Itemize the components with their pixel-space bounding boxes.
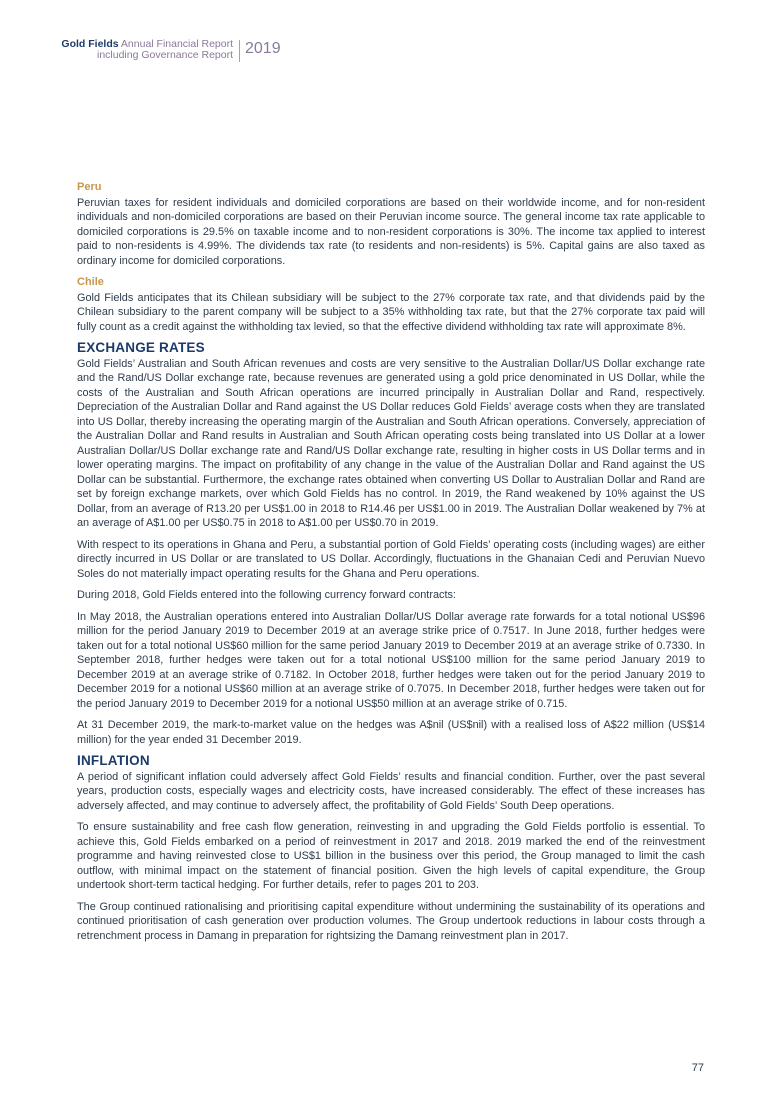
- page-content: [77, 180, 705, 950]
- chile-heading: Chile: [77, 276, 104, 288]
- exchange-rates-heading: EXCHANGE RATES: [77, 340, 205, 355]
- inflation-paragraph-1: A period of significant inflation could adversely affect Gold Fields’ results and financial condition. Further, over the past several years, production costs, especially wages and electricity costs, have increased considerably. The effect of these increases has adversely affected, and may continue to adversely affect, the profitability of Gold Fields’ South Deep operations.: [77, 770, 705, 812]
- report-title: [61, 39, 233, 61]
- inflation-paragraph-2: To ensure sustainability and free cash flow generation, reinvesting in and upgrading the Gold Fields portfolio is essential. To achieve this, Gold Fields embarked on a period of reinvestment in 2017 and 2018. 2019 marked the end of the reinvestment programme and having reinvested close to US$1 billion in the business over this period, the Group managed to limit the cash outflow, with minimal impact on the statement of financial position. Given the high levels of capital expenditure, the Group undertook short-term tactical hedging. For further details, refer to pages 201 to 203.: [77, 821, 705, 891]
- exchange-paragraph-1: Gold Fields’ Australian and South African revenues and costs are very sensitive to the Australian Dollar/US Dollar exchange rate and the Rand/US Dollar exchange rate, because revenues are generated using a gold price denominated in US Dollar, while the costs of the Australian and South African operations are incurred principally in Australian Dollar and Rand, respectively. Depreciation of the Australian Dollar and Rand against the US Dollar reduces Gold Fields’ average costs when they are translated into US Dollar, thereby increasing the operating margin of the Australian and South African operations. Conversely, appreciation of the Australian Dollar and Rand results in Australian and South African operating costs being translated into US Dollar at a lower Australian Dollar/US Dollar exchange rate and Rand/US Dollar exchange rate, resulting in higher costs in US Dollar terms and in lower operating margins. The impact on profitability of any change in the value of the Australian Dollar and Rand against the US Dollar can be substantial. Furthermore, the exchange rates obtained when converting US Dollar to Australian Dollar and Rand are set by foreign exchange markets, over which Gold Fields has no control. In 2019, the Rand weakened by 10% against the US Dollar, from an average of R13.20 per US$1.00 in 2018 to R14.46 per US$1.00 in 2019. The Australian Dollar weakened by 7% at an average of A$1.00 per US$0.75 in 2018 to A$1.00 per US$0.70 in 2019.: [77, 357, 705, 529]
- report-title-line1: Annual Financial Report: [118, 38, 233, 50]
- report-year: 2019: [245, 40, 281, 57]
- report-title-line2: including Governance Report: [97, 49, 233, 61]
- exchange-paragraph-5: At 31 December 2019, the mark-to-market value on the hedges was A$nil (US$nil) with a realised loss of A$22 million (US$14 million) for the year ended 31 December 2019.: [77, 719, 705, 746]
- brand-name: Gold Fields: [61, 38, 119, 50]
- chile-paragraph: Gold Fields anticipates that its Chilean subsidiary will be subject to the 27% corporate tax rate, and that dividends paid by the Chilean subsidiary to the parent company will be subject to a 35% withholding tax rate, but that the 27% corporate tax paid will fully count as a credit against the withholding tax levied, so that the effective dividend withholding tax rate will approximate 8%.: [77, 291, 705, 333]
- report-header: [0, 39, 778, 69]
- page-number: 77: [691, 1062, 704, 1074]
- inflation-heading: INFLATION: [77, 753, 150, 768]
- exchange-paragraph-2: With respect to its operations in Ghana and Peru, a substantial portion of Gold Fields’ operating costs (including wages) are either directly incurred in US Dollar or are translated to US Dollar. Accordingly, fluctuations in the Ghanaian Cedi and Peruvian Nuevo Soles do not materially impact operating results for the Ghana and Peru operations.: [77, 538, 705, 580]
- exchange-paragraph-4: In May 2018, the Australian operations entered into Australian Dollar/US Dollar average rate forwards for a total notional US$96 million for the period January 2019 to December 2019 at an average strike price of 0.7517. In June 2018, further hedges were taken out for a total notional US$60 million for the same period January 2019 to December 2019 at an average strike of 0.7330. In September 2018, further hedges were taken out for a total notional US$100 million for the same period January 2019 to December 2019 at an average strike of 0.7182. In October 2018, further hedges were taken out for the period January 2019 to December 2019 for a notional US$60 million at an average strike of 0.7075. In December 2018, further hedges were taken out for the period January 2019 to December 2019 for a notional US$50 million at an average strike of 0.715.: [77, 610, 705, 710]
- peru-paragraph: Peruvian taxes for resident individuals and domiciled corporations are based on their worldwide income, and for non-resident individuals and non-domiciled corporations are based on their Peruvian income source. The general income tax rate applicable to domiciled corporations is 29.5% on taxable income and to non-resident corporations is 30%. The income tax applied to interest paid to non-residents is 4.99%. The dividends tax rate (to residents and non-residents) is 5%. Capital gains are also taxed as ordinary income for domiciled corporations.: [77, 196, 705, 267]
- inflation-paragraph-3: The Group continued rationalising and prioritising capital expenditure without undermining the sustainability of its operations and continued prioritisation of cash generation over production volumes. The Group undertook reductions in labour costs through a retrenchment process in Damang in preparation for rightsizing the Damang reinvestment plan in 2017.: [77, 900, 705, 942]
- header-divider: [239, 40, 240, 62]
- exchange-paragraph-3: During 2018, Gold Fields entered into the following currency forward contracts:: [77, 589, 456, 601]
- peru-heading: Peru: [77, 181, 102, 193]
